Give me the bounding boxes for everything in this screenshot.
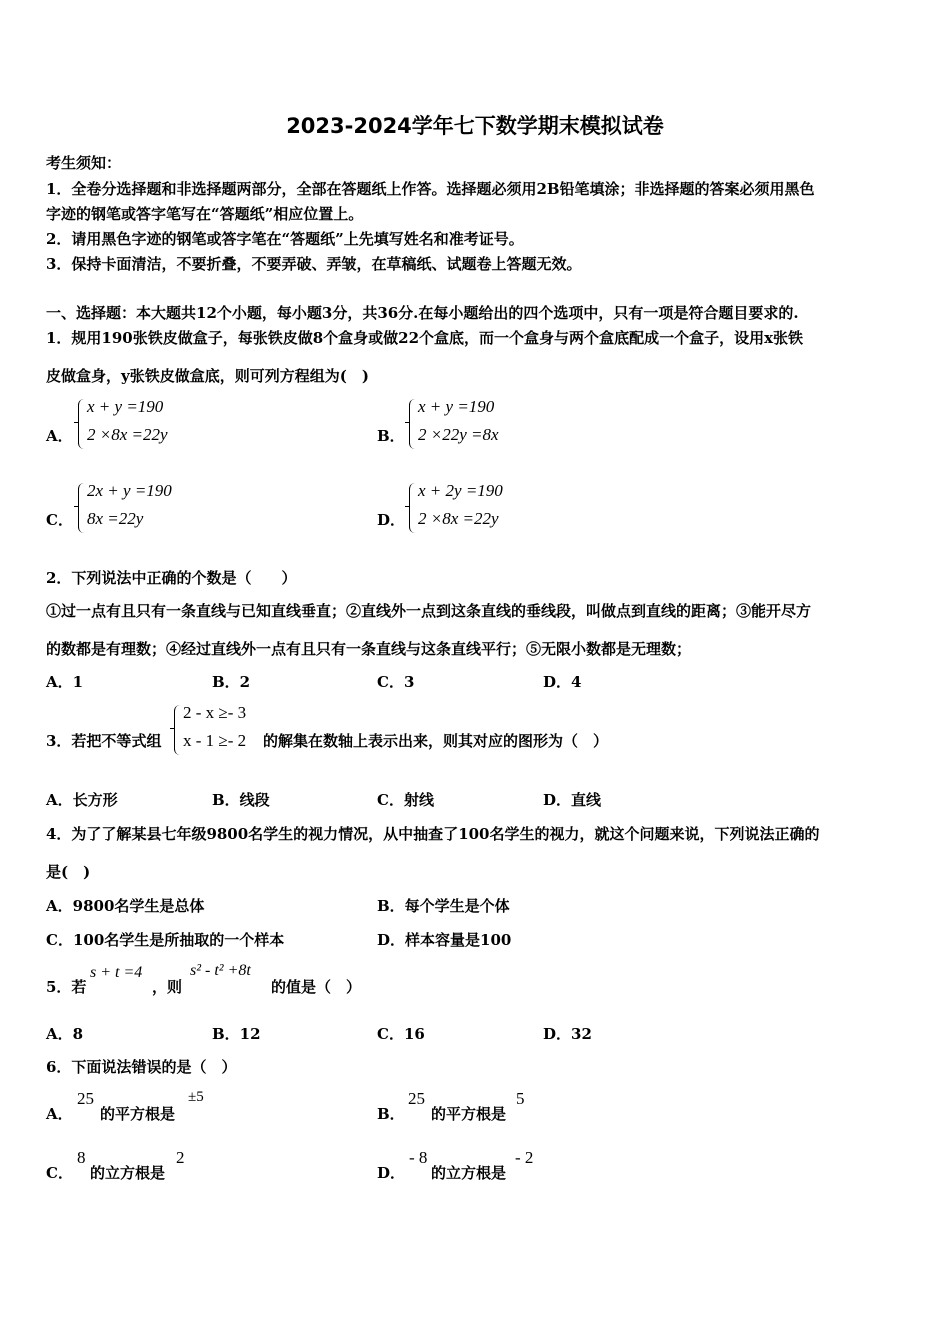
q1-option-c-label: C． [46, 511, 73, 529]
q6-option-b-text: 的平方根是 [431, 1105, 507, 1123]
q2-option-d: D．4 [543, 673, 582, 691]
q6-option-d-answer: - 2 [515, 1148, 534, 1167]
section-heading: 一、选择题：本大题共12个小题，每小题3分，共36分.在每小题给出的四个选项中，只有一项是符合题目要求的. [46, 304, 799, 322]
q1-option-b-label: B． [377, 427, 405, 445]
q4-option-c: C．100名学生是所抽取的一个样本 [46, 931, 285, 949]
q6-option-d-text: 的立方根是 [431, 1164, 507, 1182]
q3-option-c: C．射线 [377, 791, 434, 809]
q1-option-d-system [409, 481, 529, 537]
notice-item: 字迹的钢笔或答字笔写在“答题纸”相应位置上。 [46, 205, 364, 223]
question-4-line2: 是( ) [46, 863, 91, 881]
question-1-line1: 1．规用190张铁皮做盒子，每张铁皮做8个盒身或做22个盒底，而一个盒身与两个盒底配成一个盒子，设用x张铁 [46, 329, 804, 347]
q6-option-b-answer: 5 [516, 1089, 525, 1108]
inequality-1: 2 - x ≥- 3 [183, 703, 247, 722]
question-5-mid: ，则 [152, 978, 183, 996]
question-6-stem: 6．下面说法错误的是（ ） [46, 1058, 237, 1076]
q6-option-d-number: - 8 [409, 1148, 428, 1167]
q6-option-b-number: 25 [408, 1089, 425, 1108]
q4-option-b: B．每个学生是个体 [377, 897, 510, 915]
q3-option-d: D．直线 [543, 791, 602, 809]
brace-icon [78, 399, 85, 449]
brace-icon [409, 483, 416, 533]
brace-icon [409, 399, 416, 449]
question-5-suffix: 的值是（ ） [271, 978, 362, 996]
q1-option-b-system [409, 397, 529, 453]
question-2-stem: 2．下列说法中正确的个数是（ ） [46, 569, 297, 587]
q6-option-a-answer: ±5 [188, 1089, 204, 1105]
question-5-prefix: 5．若 [46, 978, 87, 996]
q1-option-c-system [78, 481, 198, 537]
q1-option-d-label: D． [377, 511, 406, 529]
q6-option-c-number: 8 [77, 1148, 86, 1167]
q1-option-a-system [78, 397, 198, 453]
equation-1: x + 2y =190 [418, 481, 503, 500]
q6-option-a-number: 25 [77, 1089, 94, 1108]
q5-option-c: C．16 [377, 1025, 425, 1043]
q4-option-a: A．9800名学生是总体 [46, 897, 205, 915]
equation-1: x + y =190 [87, 397, 164, 416]
notice-heading: 考生须知： [46, 154, 122, 172]
q3-option-a: A．长方形 [46, 791, 118, 809]
equation-2: 2 ×8x =22y [418, 509, 499, 528]
question-2-line2: 的数都是有理数；④经过直线外一点有且只有一条直线与这条直线平行；⑤无限小数都是无理数； [46, 640, 692, 658]
q6-option-c-answer: 2 [176, 1148, 185, 1167]
question-3-suffix: 的解集在数轴上表示出来，则其对应的图形为（ ） [263, 732, 609, 750]
notice-item: 3．保持卡面清洁，不要折叠，不要弄破、弄皱，在草稿纸、试题卷上答题无效。 [46, 255, 582, 273]
q5-option-a: A．8 [46, 1025, 84, 1043]
q3-option-b: B．线段 [212, 791, 270, 809]
equation-2: 8x =22y [87, 509, 144, 528]
q6-option-a-label: A． [46, 1105, 73, 1123]
q6-option-a-text: 的平方根是 [100, 1105, 176, 1123]
question-2-line1: ①过一点有且只有一条直线与已知直线垂直；②直线外一点到这条直线的垂线段，叫做点到直线的距离；③能开尽方 [46, 602, 812, 620]
equation-1: 2x + y =190 [87, 481, 172, 500]
question-3-prefix: 3．若把不等式组 [46, 732, 162, 750]
q6-option-c-text: 的立方根是 [90, 1164, 166, 1182]
q6-option-b-label: B． [377, 1105, 405, 1123]
q5-expression: s² - t² +8t [190, 962, 251, 979]
q2-option-a: A．1 [46, 673, 84, 691]
equation-1: x + y =190 [418, 397, 495, 416]
q6-option-c-label: C． [46, 1164, 73, 1182]
q5-option-b: B．12 [212, 1025, 261, 1043]
page-title: 2023-2024学年七下数学期末模拟试卷 [286, 114, 664, 138]
q2-option-b: B．2 [212, 673, 251, 691]
brace-icon [174, 705, 181, 755]
q4-option-d: D．样本容量是100 [377, 931, 512, 949]
brace-icon [78, 483, 85, 533]
notice-item: 1．全卷分选择题和非选择题两部分，全部在答题纸上作答。选择题必须用2B铅笔填涂；非选择题的答案必须用黑色 [46, 180, 815, 198]
equation-2: 2 ×8x =22y [87, 425, 168, 444]
question-1-line2: 皮做盒身，y张铁皮做盒底，则可列方程组为( ) [46, 367, 369, 385]
question-4-line1: 4．为了了解某县七年级9800名学生的视力情况，从中抽查了100名学生的视力，就这个问题来说，下列说法正确的 [46, 825, 820, 843]
inequality-2: x - 1 ≥- 2 [183, 731, 247, 750]
q3-inequality-system [174, 703, 264, 759]
q6-option-d-label: D． [377, 1164, 406, 1182]
q5-condition: s + t =4 [90, 964, 143, 981]
q1-option-a-label: A． [46, 427, 73, 445]
q2-option-c: C．3 [377, 673, 415, 691]
equation-2: 2 ×22y =8x [418, 425, 499, 444]
notice-item: 2．请用黑色字迹的钢笔或答字笔在“答题纸”上先填写姓名和准考证号。 [46, 230, 524, 248]
q5-option-d: D．32 [543, 1025, 592, 1043]
